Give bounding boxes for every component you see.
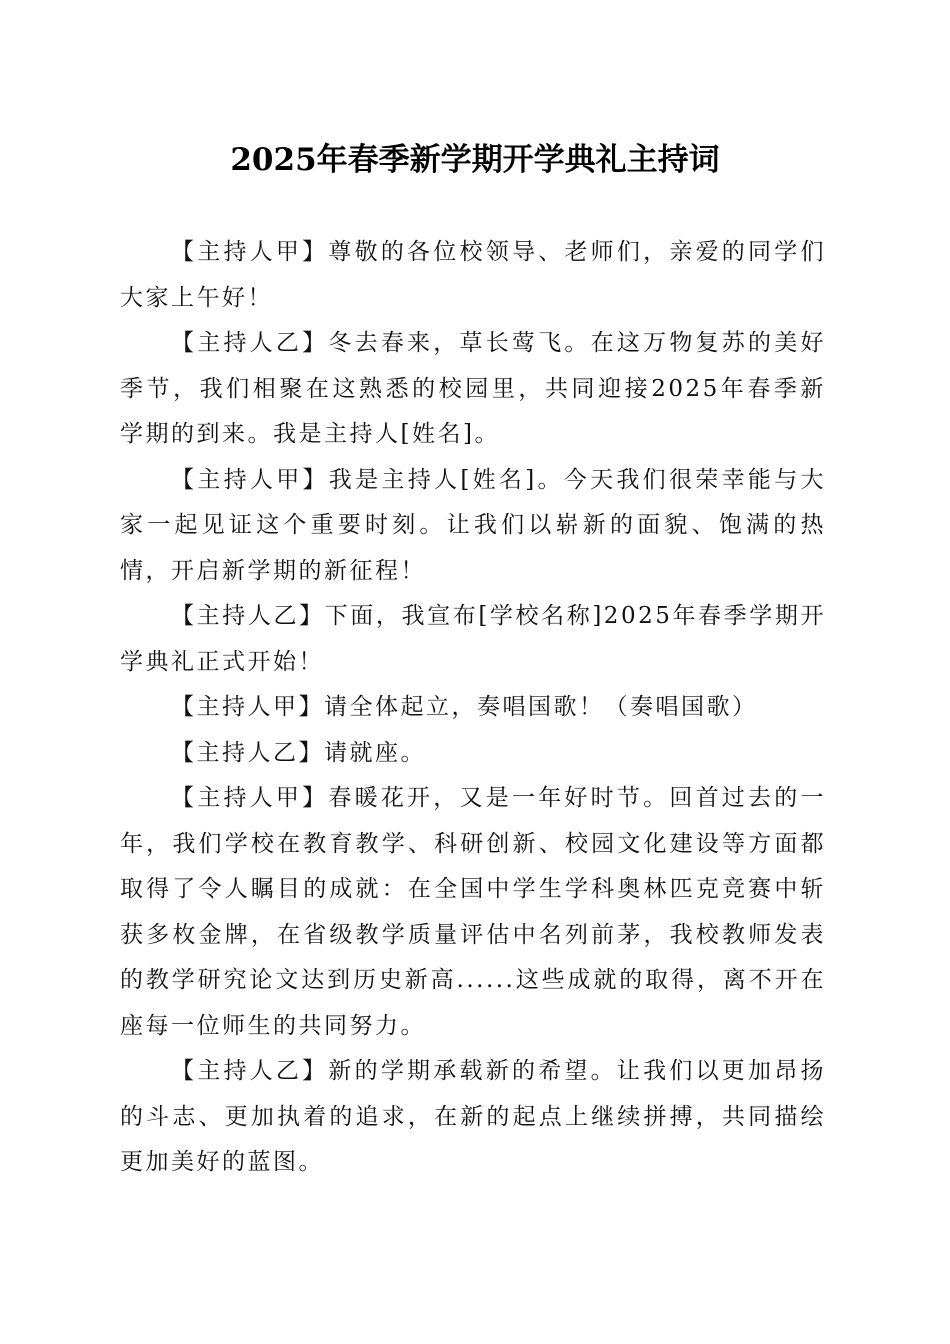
paragraph-host-b-be-seated: 【主持人乙】请就座。 [171, 739, 426, 766]
paragraph-host-a-anthem: 【主持人甲】请全体起立，奏唱国歌！（奏唱国歌） [171, 694, 758, 720]
paragraph-host-a-intro: 【主持人甲】我是主持人[姓名]。今天我们很荣幸能与大家一起见证这个重要时刻。让我们以崭新的面貌、饱满的热情，开启新学期的新征程！ [120, 466, 826, 584]
document-title: 2025年春季新学期开学典礼主持词 [230, 142, 720, 178]
paragraph-host-b-announcement: 【主持人乙】下面，我宣布[学校名称]2025年春季学期开学典礼正式开始！ [120, 603, 826, 675]
paragraph-host-a-review: 【主持人甲】春暖花开，又是一年好时节。回首过去的一年，我们学校在教育教学、科研创新、校园文化建设等方面都取得了令人瞩目的成就：在全国中学生学科奥林匹克竞赛中斩获多枚金牌，在省级教学质量评估中名列前茅，我校教师发表的教学研究论文达到历史新高......这些成就的取得，离不开在座每一位师生的共同努力。 [120, 785, 826, 1039]
paragraph-host-a-greeting: 【主持人甲】尊敬的各位校领导、老师们，亲爱的同学们大家上午好！ [120, 239, 826, 311]
document-body [120, 230, 826, 1186]
paragraph-host-b-opening: 【主持人乙】冬去春来，草长莺飞。在这万物复苏的美好季节，我们相聚在这熟悉的校园里，共同迎接2025年春季新学期的到来。我是主持人[姓名]。 [120, 330, 826, 447]
paragraph-host-b-hope: 【主持人乙】新的学期承载新的希望。让我们以更加昂扬的斗志、更加执着的追求，在新的起点上继续拼搏，共同描绘更加美好的蓝图。 [120, 1058, 826, 1175]
